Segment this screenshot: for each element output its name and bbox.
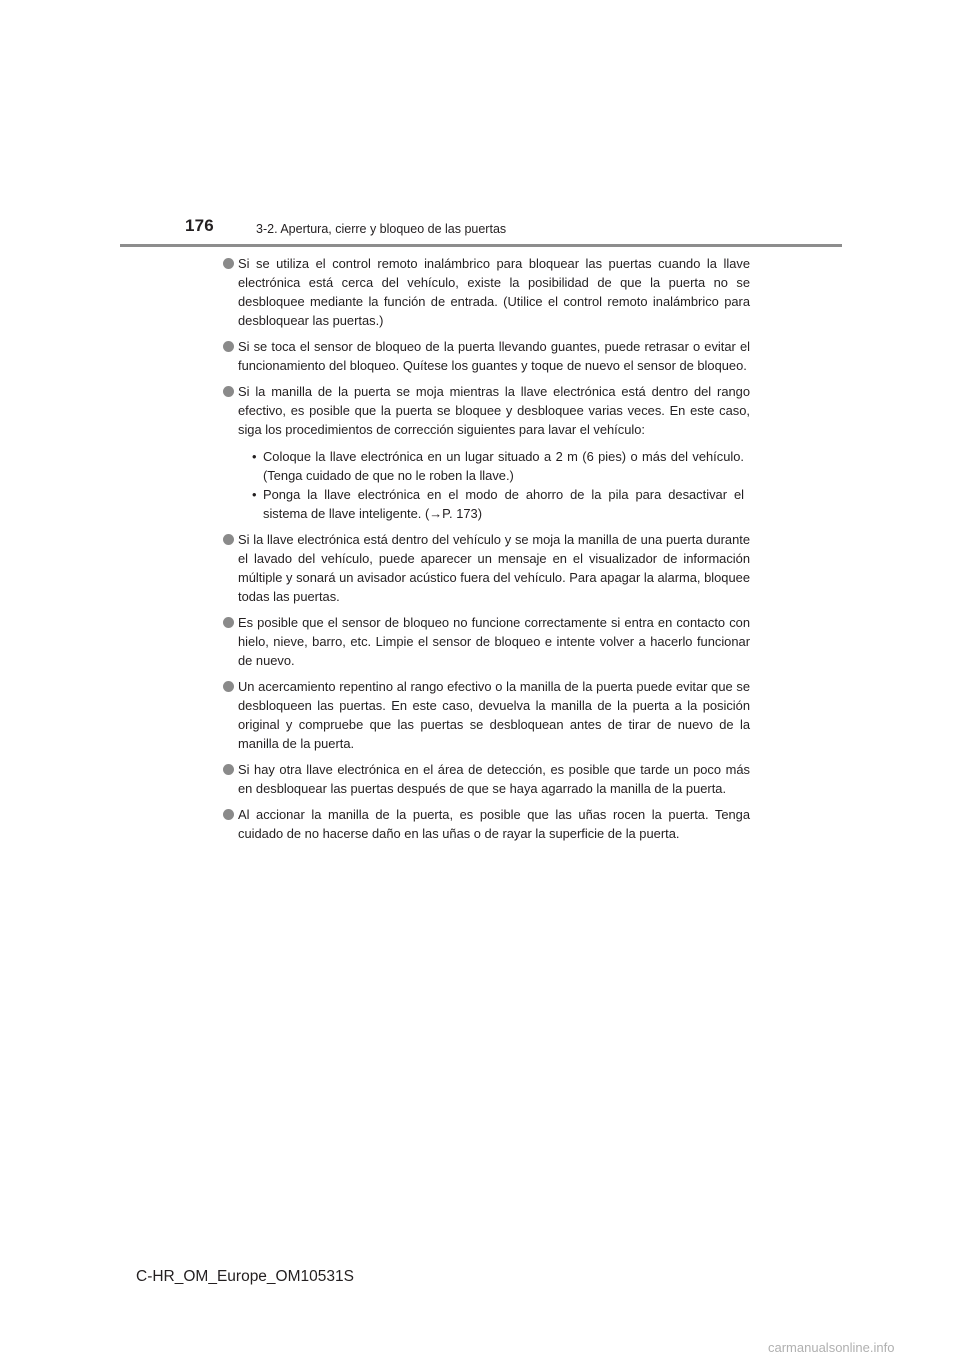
bullet-icon xyxy=(223,341,234,352)
item-text: Si hay otra llave electrónica en el área de detección, es posible que tarde un poco más en desbloquear las puertas después de que se haya agarrado la manilla de la puerta. xyxy=(238,762,750,796)
sub-list-item xyxy=(238,485,750,523)
bullet-icon xyxy=(223,617,234,628)
item-text: Un acercamiento repentino al rango efectivo o la manilla de la puerta puede evitar que se desbloqueen las puertas. En este caso, devuelva la manilla de la puerta a la posición original y compruebe que las puertas se desbloquean antes de tirar de nuevo de la manilla de la puerta. xyxy=(238,679,750,751)
bullet-icon xyxy=(223,681,234,692)
sub-item-text: Ponga la llave electrónica en el modo de ahorro de la pila para desactivar el sistema de llave inteligente. (→P. 173) xyxy=(263,487,744,521)
item-text: Si se toca el sensor de bloqueo de la puerta llevando guantes, puede retrasar o evitar el funcionamiento del bloqueo. Quítese los guantes y toque de nuevo el sensor de bloqueo. xyxy=(238,339,750,373)
section-title: 3-2. Apertura, cierre y bloqueo de las puertas xyxy=(256,222,507,236)
bullet-icon xyxy=(223,809,234,820)
content xyxy=(223,254,750,850)
item-text: Si la llave electrónica está dentro del vehículo y se moja la manilla de una puerta durante el lavado del vehículo, puede aparecer un mensaje en el visualizador de información múltiple y sonará un avisador acústico fuera del vehículo. Para apagar la alarma, bloquee todas las puertas. xyxy=(238,532,750,604)
bullet-icon xyxy=(223,764,234,775)
sub-bullet-marker: • xyxy=(252,449,257,464)
item-text: Al accionar la manilla de la puerta, es posible que las uñas rocen la puerta. Tenga cuidado de no hacerse daño en las uñas o de rayar la superficie de la puerta. xyxy=(238,807,750,841)
bullet-icon xyxy=(223,534,234,545)
list-item xyxy=(223,382,750,523)
header-rule xyxy=(120,244,842,247)
list-item xyxy=(223,254,750,330)
list-item xyxy=(223,760,750,798)
list-item xyxy=(223,677,750,753)
list-item xyxy=(223,337,750,375)
list-item xyxy=(223,530,750,606)
item-text: Si se utiliza el control remoto inalámbrico para bloquear las puertas cuando la llave electrónica está cerca del vehículo, existe la posibilidad de que la puerta no se desbloquee mediante la función de entrada. (Utilice el control remoto inalámbrico para desbloquear las puertas.) xyxy=(238,256,750,328)
sub-bullet-marker: • xyxy=(252,487,257,502)
list-item xyxy=(223,613,750,670)
footer-document-code: C-HR_OM_Europe_OM10531S xyxy=(136,1268,354,1285)
bullet-icon xyxy=(223,258,234,269)
sub-list xyxy=(238,447,750,523)
sub-list-item xyxy=(238,447,750,485)
list-item xyxy=(223,805,750,843)
page-number: 176 xyxy=(185,216,214,235)
item-text: Es posible que el sensor de bloqueo no funcione correctamente si entra en contacto con hielo, nieve, barro, etc. Limpie el sensor de bloqueo e intente volver a hacerlo funcionar de nuevo. xyxy=(238,615,750,668)
sub-item-text: Coloque la llave electrónica en un lugar situado a 2 m (6 pies) o más del vehículo. (Tenga cuidado de que no le roben la llave.) xyxy=(263,449,744,483)
item-text: Si la manilla de la puerta se moja mientras la llave electrónica está dentro del rango efectivo, es posible que la puerta se bloquee y desbloquee varias veces. En este caso, siga los procedimientos de corrección siguientes para lavar el vehículo: xyxy=(238,384,750,437)
bullet-icon xyxy=(223,386,234,397)
watermark: carmanualsonline.info xyxy=(768,1340,895,1355)
